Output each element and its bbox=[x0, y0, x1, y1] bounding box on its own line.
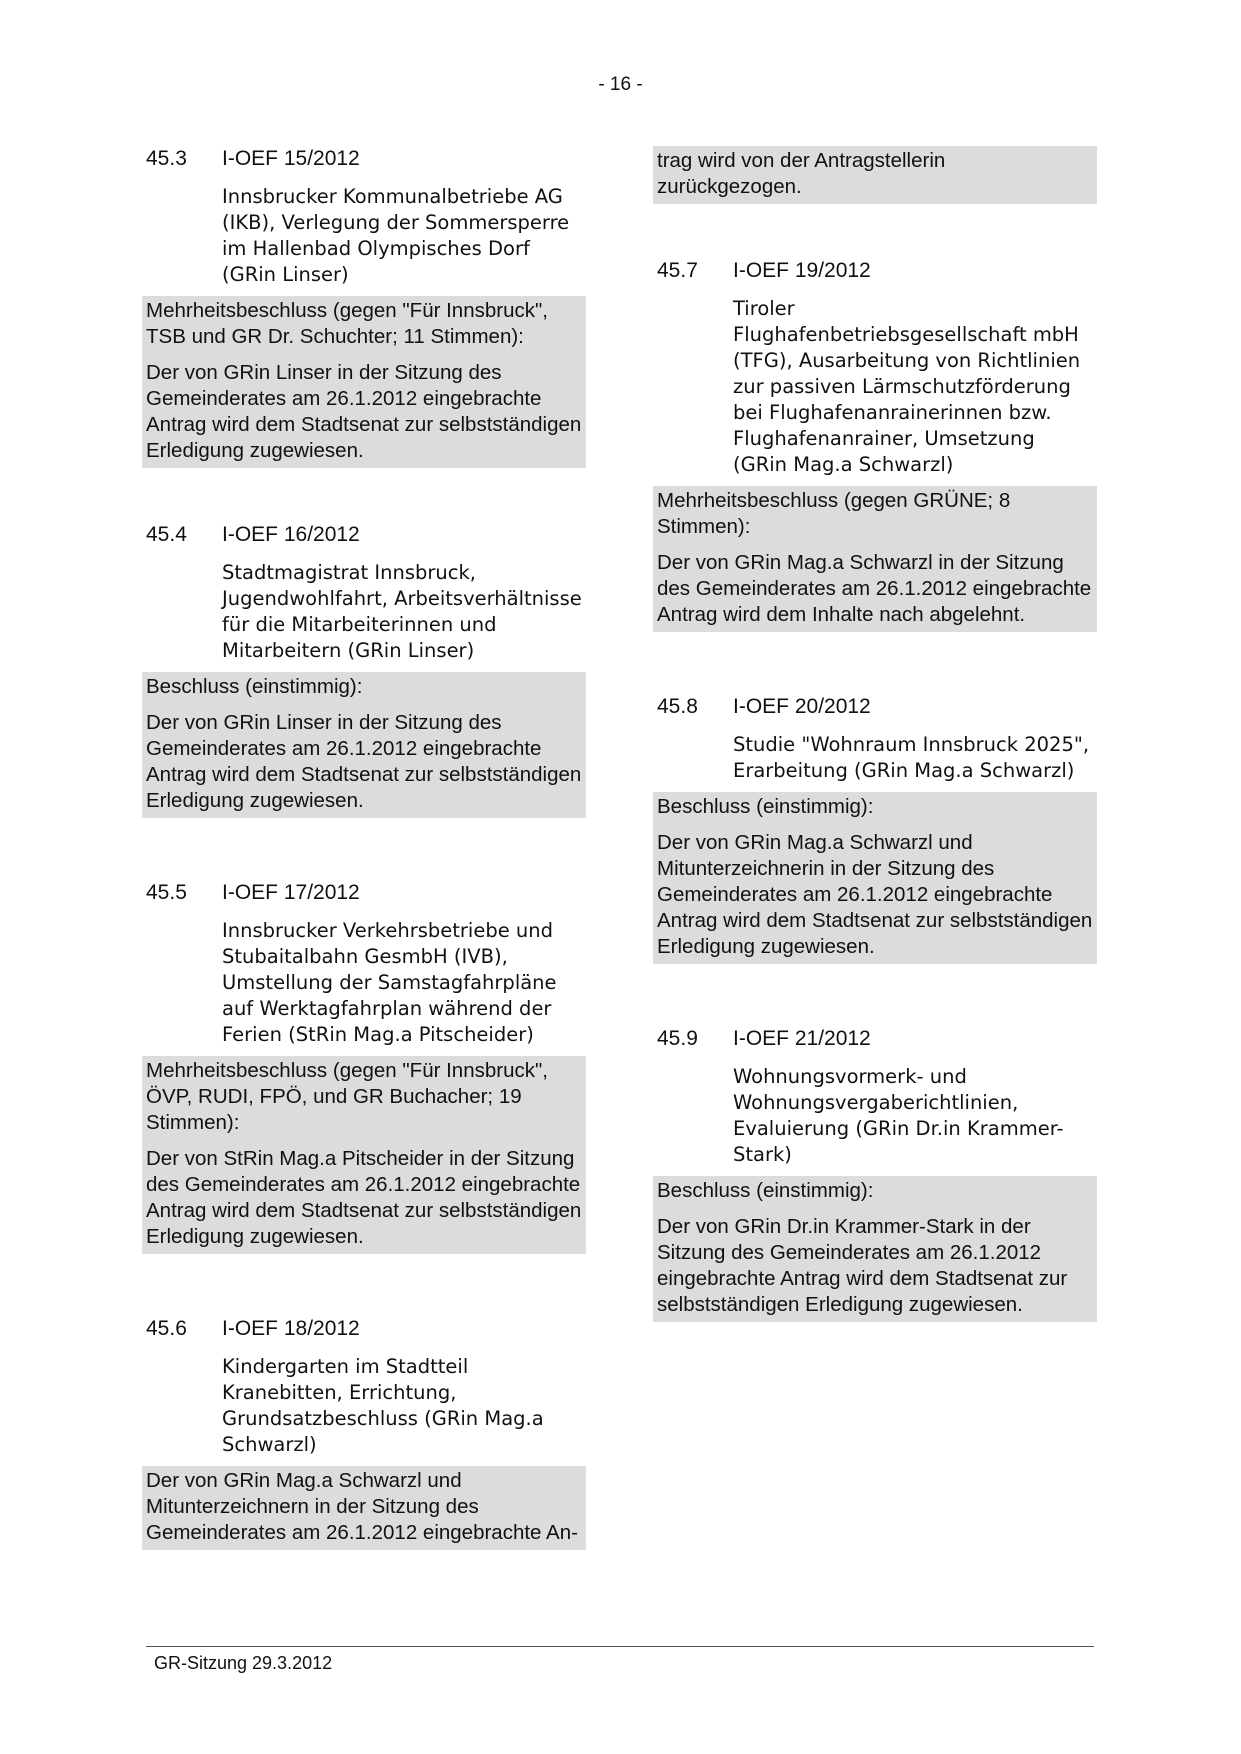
resolution-box bbox=[653, 486, 1097, 632]
item-subject: Tiroler Flughafenbetriebsgesellschaft mbH (TFG), Ausarbeitung von Richtlinien zur passiven Lärmschutzförderung bei Flughafenanrainerinnen bzw. Flughafenanrainer, Umsetzung (GRin Mag.a Schwarzl) bbox=[733, 297, 1081, 476]
item-heading bbox=[657, 694, 1101, 720]
item-heading bbox=[657, 1026, 1101, 1052]
item-reference: I-OEF 15/2012 bbox=[222, 147, 360, 170]
item-reference: I-OEF 20/2012 bbox=[733, 695, 871, 718]
item-reference: I-OEF 17/2012 bbox=[222, 881, 360, 904]
resolution-box bbox=[653, 1176, 1097, 1322]
agenda-item-45-6 bbox=[146, 1316, 590, 1550]
item-heading bbox=[146, 880, 590, 906]
item-heading bbox=[146, 522, 590, 548]
resolution-box bbox=[142, 672, 586, 818]
resolution-text: Der von GRin Dr.in Krammer-Stark in der Sitzung des Gemeinderates am 26.1.2012 eingebrachte Antrag wird dem Stadtsenat zur selbstständigen Erledigung zugewiesen. bbox=[657, 1215, 1068, 1316]
item-number: 45.5 bbox=[146, 881, 187, 904]
item-subject: Kindergarten im Stadtteil Kranebitten, Errichtung, Grundsatzbeschluss (GRin Mag.a Schwarzl) bbox=[222, 1355, 544, 1456]
item-number: 45.7 bbox=[657, 259, 698, 282]
resolution-box-continued bbox=[653, 146, 1097, 204]
resolution-text: Der von GRin Mag.a Schwarzl in der Sitzung des Gemeinderates am 26.1.2012 eingebrachte Antrag wird dem Inhalte nach abgelehnt. bbox=[657, 551, 1092, 626]
item-heading bbox=[657, 258, 1101, 284]
resolution-text: Der von GRin Linser in der Sitzung des Gemeinderates am 26.1.2012 eingebrachte Antrag wird dem Stadtsenat zur selbstständigen Erledigung zugewiesen. bbox=[146, 361, 582, 462]
item-number: 45.8 bbox=[657, 695, 698, 718]
decision-label: Beschluss (einstimmig): bbox=[657, 795, 874, 818]
resolution-box bbox=[142, 1466, 586, 1550]
item-reference: I-OEF 19/2012 bbox=[733, 259, 871, 282]
page-number: - 16 - bbox=[598, 74, 643, 95]
item-number: 45.6 bbox=[146, 1317, 187, 1340]
agenda-item-45-9 bbox=[657, 1026, 1101, 1322]
footer-divider bbox=[146, 1646, 1094, 1647]
resolution-box bbox=[142, 296, 586, 468]
item-reference: I-OEF 21/2012 bbox=[733, 1027, 871, 1050]
item-reference: I-OEF 18/2012 bbox=[222, 1317, 360, 1340]
decision-label: Mehrheitsbeschluss (gegen GRÜNE; 8 Stimmen): bbox=[657, 489, 1011, 538]
decision-label: Mehrheitsbeschluss (gegen "Für Innsbruck", TSB und GR Dr. Schuchter; 11 Stimmen): bbox=[146, 299, 548, 348]
resolution-text-continued: trag wird von der Antragstellerin zurückgezogen. bbox=[657, 149, 946, 198]
item-number: 45.3 bbox=[146, 147, 187, 170]
resolution-box bbox=[653, 792, 1097, 964]
item-heading bbox=[146, 146, 590, 172]
item-number: 45.9 bbox=[657, 1027, 698, 1050]
item-subject: Wohnungsvormerk- und Wohnungsvergaberichtlinien, Evaluierung (GRin Dr.in Krammer-Stark) bbox=[733, 1065, 1064, 1166]
item-subject: Innsbrucker Verkehrsbetriebe und Stubaitalbahn GesmbH (IVB), Umstellung der Samstagfahrpläne auf Werktagfahrplan während der Ferien (StRin Mag.a Pitscheider) bbox=[222, 919, 557, 1046]
resolution-text: Der von GRin Linser in der Sitzung des Gemeinderates am 26.1.2012 eingebrachte Antrag wird dem Stadtsenat zur selbstständigen Erledigung zugewiesen. bbox=[146, 711, 582, 812]
decision-label: Beschluss (einstimmig): bbox=[146, 675, 363, 698]
footer-text: GR-Sitzung 29.3.2012 bbox=[154, 1653, 333, 1673]
resolution-text: Der von GRin Mag.a Schwarzl und Mitunterzeichnern in der Sitzung des Gemeinderates am 26.1.2012 eingebrachte An- bbox=[146, 1469, 578, 1544]
agenda-item-45-3 bbox=[146, 146, 590, 468]
resolution-text: Der von GRin Mag.a Schwarzl und Mitunterzeichnerin in der Sitzung des Gemeinderates am 26.1.2012 eingebrachte Antrag wird dem Stadtsenat zur selbstständigen Erledigung zugewiesen. bbox=[657, 831, 1093, 958]
resolution-text: Der von StRin Mag.a Pitscheider in der Sitzung des Gemeinderates am 26.1.2012 eingebrachte Antrag wird dem Stadtsenat zur selbstständigen Erledigung zugewiesen. bbox=[146, 1147, 582, 1248]
decision-label: Mehrheitsbeschluss (gegen "Für Innsbruck", ÖVP, RUDI, FPÖ, und GR Buchacher; 19 Stimmen): bbox=[146, 1059, 548, 1134]
left-column bbox=[146, 146, 590, 1550]
item-subject: Innsbrucker Kommunalbetriebe AG (IKB), Verlegung der Sommersperre im Hallenbad Olympisches Dorf (GRin Linser) bbox=[222, 185, 570, 286]
agenda-item-45-7 bbox=[657, 258, 1101, 632]
decision-label: Beschluss (einstimmig): bbox=[657, 1179, 874, 1202]
item-subject: Stadtmagistrat Innsbruck, Jugendwohlfahrt, Arbeitsverhältnisse für die Mitarbeiterinnen und Mitarbeitern (GRin Linser) bbox=[222, 561, 582, 662]
item-number: 45.4 bbox=[146, 523, 187, 546]
agenda-item-45-4 bbox=[146, 522, 590, 818]
agenda-item-45-5 bbox=[146, 880, 590, 1254]
agenda-item-45-8 bbox=[657, 694, 1101, 964]
resolution-box bbox=[142, 1056, 586, 1254]
item-heading bbox=[146, 1316, 590, 1342]
right-column bbox=[657, 146, 1101, 1322]
item-reference: I-OEF 16/2012 bbox=[222, 523, 360, 546]
item-subject: Studie "Wohnraum Innsbruck 2025", Erarbeitung (GRin Mag.a Schwarzl) bbox=[733, 733, 1090, 782]
